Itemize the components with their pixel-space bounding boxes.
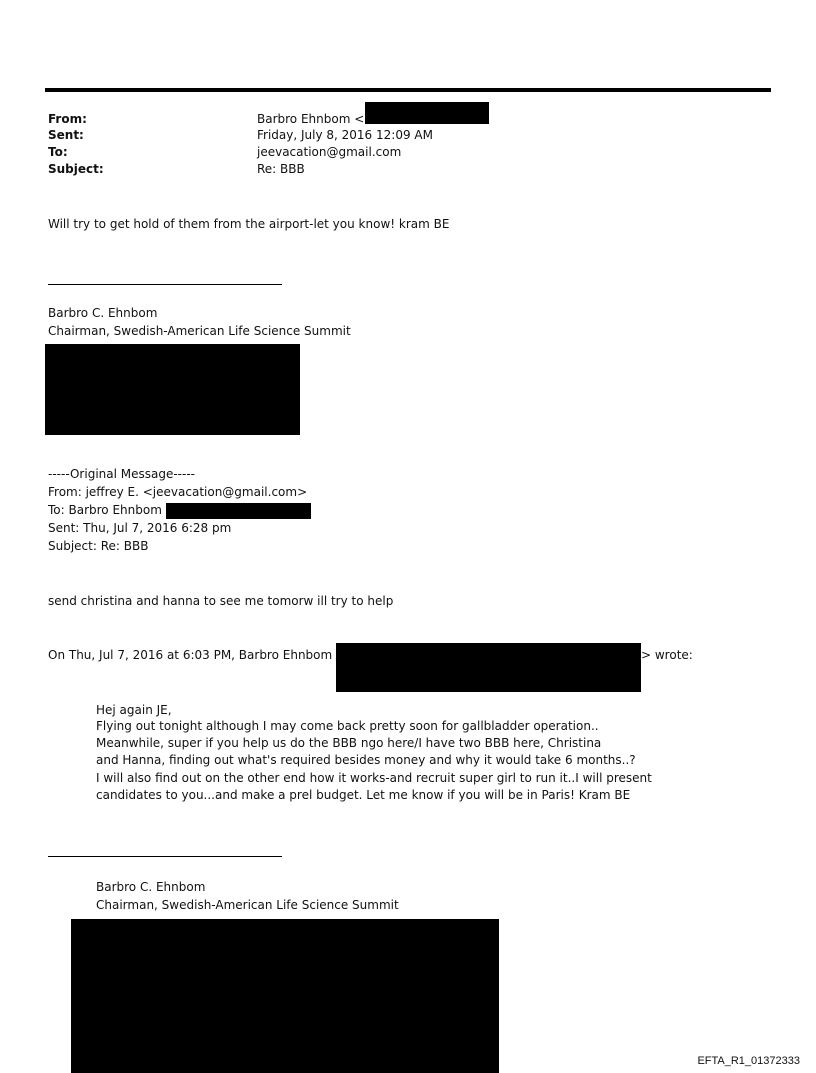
original-from: From: jeffrey E. <jeevacation@gmail.com>: [48, 485, 308, 499]
to-label: To:: [48, 145, 68, 159]
signature-name: Barbro C. Ehnbom: [48, 306, 158, 320]
redaction-block: [166, 503, 311, 519]
quote-attribution-end: > wrote:: [641, 648, 693, 662]
from-value: Barbro Ehnbom <: [257, 112, 365, 126]
original-message-text: send christina and hanna to see me tomorw ill try to help: [48, 594, 394, 608]
redaction-block: [71, 919, 499, 1073]
original-sent: Sent: Thu, Jul 7, 2016 6:28 pm: [48, 521, 232, 535]
redaction-block: [45, 344, 300, 435]
header-rule: [45, 88, 771, 92]
subject-value: Re: BBB: [257, 162, 305, 176]
signature-name: Barbro C. Ehnbom: [96, 880, 206, 894]
signature-divider: [48, 284, 282, 285]
quoted-line: Meanwhile, super if you help us do the BBB ngo here/I have two BBB here, Christina: [96, 736, 602, 750]
from-label: From:: [48, 112, 87, 126]
quote-attribution: On Thu, Jul 7, 2016 at 6:03 PM, Barbro Ehnbom: [48, 648, 333, 662]
redaction-block: [336, 643, 641, 692]
quoted-line: and Hanna, finding out what's required besides money and why it would take 6 months..?: [96, 753, 636, 767]
quoted-line: I will also find out on the other end how it works-and recruit super girl to run it..I will present: [96, 771, 652, 785]
sent-value: Friday, July 8, 2016 12:09 AM: [257, 128, 433, 142]
original-subject: Subject: Re: BBB: [48, 539, 149, 553]
signature-divider: [48, 856, 282, 857]
quoted-line: Hej again JE,: [96, 703, 172, 717]
signature-title: Chairman, Swedish-American Life Science Summit: [48, 324, 351, 338]
to-value: jeevacation@gmail.com: [257, 145, 402, 159]
subject-label: Subject:: [48, 162, 104, 176]
signature-title: Chairman, Swedish-American Life Science Summit: [96, 898, 399, 912]
sent-label: Sent:: [48, 128, 84, 142]
redaction-block: [365, 102, 489, 124]
original-message-divider: -----Original Message-----: [48, 467, 195, 481]
document-id: EFTA_R1_01372333: [697, 1055, 800, 1067]
quoted-line: candidates to you...and make a prel budget. Let me know if you will be in Paris! Kram BE: [96, 788, 631, 802]
quoted-line: Flying out tonight although I may come back pretty soon for gallbladder operation..: [96, 719, 599, 733]
original-to: To: Barbro Ehnbom: [48, 503, 162, 517]
reply-text: Will try to get hold of them from the airport-let you know! kram BE: [48, 217, 450, 231]
